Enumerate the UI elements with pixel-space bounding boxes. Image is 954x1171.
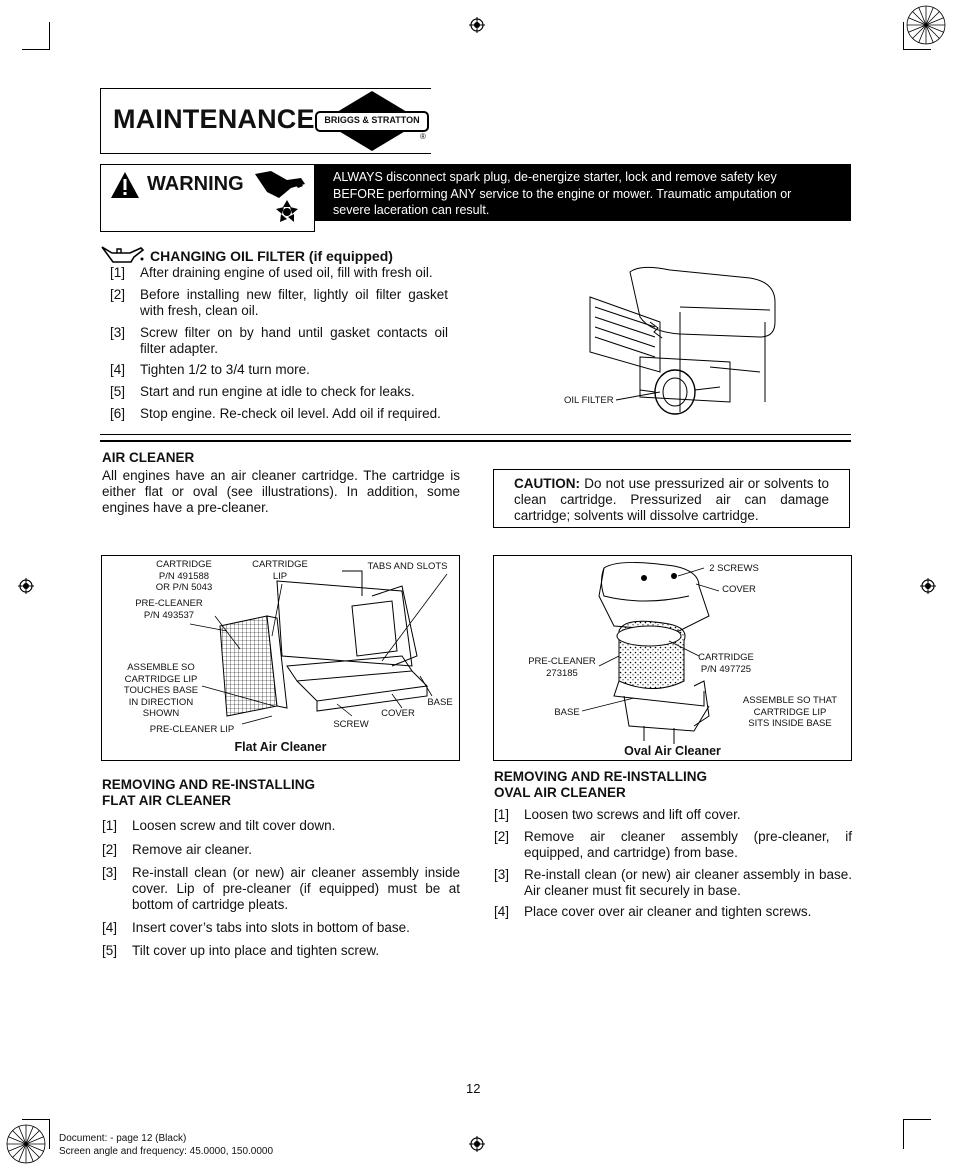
oval-label-pre-cleaner: PRE-CLEANER 273185 bbox=[528, 656, 596, 679]
step-text: Loosen screw and tilt cover down. bbox=[132, 818, 336, 833]
air-cleaner-heading: AIR CLEANER bbox=[102, 450, 195, 465]
crop-mark bbox=[903, 1119, 931, 1120]
step-number: [5] bbox=[110, 384, 126, 399]
oval-label-screws: 2 SCREWS bbox=[709, 563, 759, 574]
registration-mark-icon bbox=[469, 1136, 485, 1152]
crop-mark bbox=[903, 22, 904, 50]
flat-label-screw: SCREW bbox=[333, 719, 369, 730]
flat-steps-heading: REMOVING AND RE-INSTALLING FLAT AIR CLEANER bbox=[102, 777, 315, 808]
flat-label-base: BASE bbox=[427, 697, 453, 708]
step-number: [1] bbox=[110, 265, 126, 280]
step-text: Start and run engine at idle to check for leaks. bbox=[140, 384, 415, 399]
crop-mark bbox=[22, 1119, 50, 1120]
step-number: [2] bbox=[494, 829, 510, 844]
list-item bbox=[494, 829, 852, 861]
caution-label: CAUTION: bbox=[514, 476, 580, 491]
step-text: Tilt cover up into place and tighten screw. bbox=[132, 943, 380, 958]
step-number: [3] bbox=[110, 325, 126, 340]
list-item bbox=[494, 807, 852, 823]
list-item bbox=[110, 325, 448, 357]
air-cleaner-intro: All engines have an air cleaner cartridge. The cartridge is either flat or oval (see illustrations). In addition, some engines have a pre-cleaner. bbox=[102, 468, 460, 515]
step-text: After draining engine of used oil, fill with fresh oil. bbox=[140, 265, 433, 280]
step-text: Stop engine. Re-check oil level. Add oil if required. bbox=[140, 406, 441, 421]
oval-figure-caption: Oval Air Cleaner bbox=[624, 744, 721, 758]
flat-label-assemble: ASSEMBLE SO CARTRIDGE LIP TOUCHES BASE IN DIRECTION SHOWN bbox=[123, 662, 199, 719]
list-item bbox=[110, 384, 448, 400]
flat-label-cartridge: CARTRIDGE P/N 491588 OR P/N 5043 bbox=[155, 559, 213, 593]
registration-mark-icon bbox=[18, 578, 34, 594]
flat-label-cartridge-lip: CARTRIDGE LIP bbox=[252, 559, 308, 582]
list-item bbox=[494, 867, 852, 899]
oval-label-cover: COVER bbox=[722, 584, 756, 595]
print-footer bbox=[59, 1133, 273, 1158]
oval-label-cartridge: CARTRIDGE P/N 497725 bbox=[698, 652, 754, 675]
warning-text: ALWAYS disconnect spark plug, de-energize starter, lock and remove safety key BEFORE performing ANY service to the engine or mower. Traumatic amputation or severe laceration can result. bbox=[314, 164, 851, 221]
list-item bbox=[102, 943, 460, 959]
flat-label-tabs-slots: TABS AND SLOTS bbox=[367, 561, 448, 572]
list-item bbox=[102, 920, 460, 936]
step-number: [3] bbox=[494, 867, 510, 882]
oil-filter-heading: CHANGING OIL FILTER (if equipped) bbox=[150, 248, 393, 264]
hand-blade-hazard-icon bbox=[253, 168, 309, 226]
crop-mark bbox=[49, 22, 50, 50]
step-text: Re-install clean (or new) air cleaner assembly in base. Air cleaner must fit securely in base. bbox=[524, 867, 852, 898]
step-text: Screw filter on by hand until gasket contacts oil filter adapter. bbox=[140, 325, 448, 356]
section-divider bbox=[100, 440, 851, 442]
oil-filter-illustration bbox=[580, 262, 785, 434]
list-item bbox=[110, 287, 448, 319]
page-title: MAINTENANCE bbox=[113, 104, 315, 134]
step-text: Insert cover’s tabs into slots in bottom of base. bbox=[132, 920, 410, 935]
footer-line: Document: - page 12 (Black) bbox=[59, 1133, 187, 1144]
step-number: [1] bbox=[494, 807, 510, 822]
registration-mark-icon bbox=[920, 578, 936, 594]
step-number: [2] bbox=[102, 842, 118, 857]
list-item bbox=[102, 842, 460, 858]
step-number: [2] bbox=[110, 287, 126, 302]
logo-registered-mark: ® bbox=[420, 132, 426, 141]
flat-label-pre-cleaner-lip: PRE-CLEANER LIP bbox=[149, 724, 235, 735]
logo-text: BRIGGS & STRATTON bbox=[324, 115, 420, 125]
step-number: [6] bbox=[110, 406, 126, 421]
step-number: [4] bbox=[102, 920, 118, 935]
footer-line: Screen angle and frequency: 45.0000, 150.0000 bbox=[59, 1145, 274, 1157]
warning-triangle-icon bbox=[110, 171, 140, 199]
step-number: [4] bbox=[494, 904, 510, 919]
crop-mark bbox=[22, 49, 50, 50]
section-divider bbox=[100, 434, 851, 435]
oval-air-cleaner-figure bbox=[493, 555, 852, 761]
flat-air-cleaner-figure bbox=[101, 555, 460, 761]
caution-text: Do not use pressurized air or solvents to clean cartridge. Pressurized air can damage cartridge; solvents will dissolve cartridge. bbox=[514, 476, 829, 523]
list-item bbox=[494, 904, 852, 920]
oval-steps-heading: REMOVING AND RE-INSTALLING OVAL AIR CLEANER bbox=[494, 769, 707, 800]
step-number: [5] bbox=[102, 943, 118, 958]
step-text: Place cover over air cleaner and tighten screws. bbox=[524, 904, 812, 919]
briggs-stratton-logo bbox=[314, 90, 430, 152]
flat-label-cover: COVER bbox=[381, 708, 415, 719]
step-text: Remove air cleaner. bbox=[132, 842, 253, 857]
oval-label-assemble: ASSEMBLE SO THAT CARTRIDGE LIP SITS INSIDE BASE bbox=[742, 695, 838, 729]
list-item bbox=[110, 406, 448, 422]
step-text: Loosen two screws and lift off cover. bbox=[524, 807, 741, 822]
page-number: 12 bbox=[466, 1081, 481, 1096]
step-number: [1] bbox=[102, 818, 118, 833]
starburst-mark-icon bbox=[6, 1124, 46, 1164]
list-item bbox=[110, 265, 448, 281]
step-text: Remove air cleaner assembly (pre-cleaner, if equipped, and cartridge) from base. bbox=[524, 829, 852, 860]
crop-mark bbox=[903, 1119, 904, 1149]
registration-mark-icon bbox=[469, 17, 485, 33]
step-text: Re-install clean (or new) air cleaner assembly inside cover. Lip of pre-cleaner (if equipped) must be at bottom of cartridge pleats. bbox=[132, 865, 460, 912]
flat-label-pre-cleaner: PRE-CLEANER P/N 493537 bbox=[135, 598, 203, 621]
oil-filter-label: OIL FILTER bbox=[564, 395, 614, 406]
list-item bbox=[102, 865, 460, 913]
starburst-mark-icon bbox=[906, 5, 946, 45]
oval-label-base: BASE bbox=[554, 707, 580, 718]
list-item bbox=[102, 818, 460, 834]
caution-box bbox=[493, 469, 850, 528]
flat-figure-caption: Flat Air Cleaner bbox=[234, 740, 327, 754]
crop-mark bbox=[49, 1119, 50, 1149]
step-text: Before installing new filter, lightly oil filter gasket with fresh, clean oil. bbox=[140, 287, 448, 318]
step-number: [4] bbox=[110, 362, 126, 377]
list-item bbox=[110, 362, 448, 378]
step-number: [3] bbox=[102, 865, 118, 880]
oil-can-icon bbox=[101, 245, 145, 263]
crop-mark bbox=[903, 49, 931, 50]
warning-title: WARNING bbox=[147, 173, 244, 195]
step-text: Tighten 1/2 to 3/4 turn more. bbox=[140, 362, 310, 377]
